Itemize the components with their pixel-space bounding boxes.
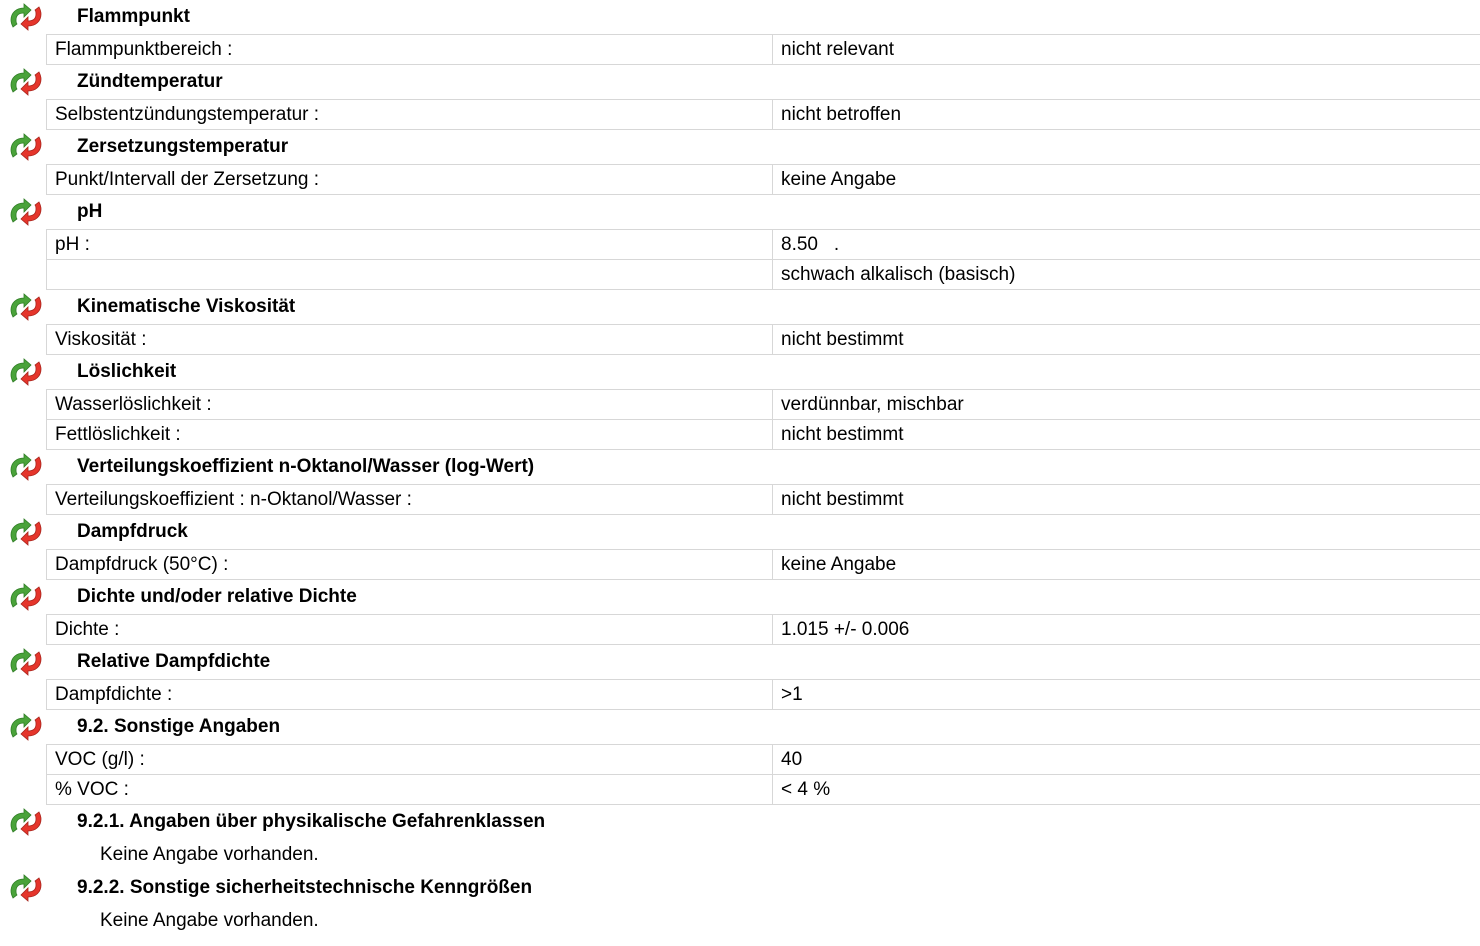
green-red-circular-arrows-icon — [7, 198, 45, 226]
property-table — [46, 549, 1480, 580]
section-header-loeslichkeit — [0, 355, 1480, 389]
property-label: VOC (g/l) : — [46, 745, 773, 774]
green-red-circular-arrows-icon — [7, 293, 45, 321]
property-table — [46, 679, 1480, 710]
property-value: >1 — [781, 684, 803, 705]
table-row — [46, 260, 1480, 290]
table-row — [46, 325, 1480, 355]
property-value: schwach alkalisch (basisch) — [781, 264, 1016, 285]
property-value: nicht bestimmt — [781, 329, 904, 350]
property-table — [46, 484, 1480, 515]
table-row — [46, 615, 1480, 645]
property-label: % VOC : — [46, 775, 773, 804]
property-value: verdünnbar, mischbar — [781, 394, 964, 415]
property-value: nicht betroffen — [781, 104, 902, 125]
section-title: Dichte und/oder relative Dichte — [77, 586, 357, 607]
section-header-kinematische-viskositaet — [0, 290, 1480, 324]
green-red-circular-arrows-icon — [7, 133, 45, 161]
green-red-circular-arrows-icon — [7, 583, 45, 611]
property-value: nicht bestimmt — [781, 489, 904, 510]
table-row — [46, 165, 1480, 195]
property-table — [46, 34, 1480, 65]
property-label: Dichte : — [46, 615, 773, 644]
green-red-circular-arrows-icon — [7, 713, 45, 741]
section-title: Dampfdruck — [77, 521, 188, 542]
property-label: Flammpunktbereich : — [46, 35, 773, 64]
section-header-dichte-und-oder-relative-dichte — [0, 580, 1480, 614]
green-red-circular-arrows-icon — [7, 518, 45, 546]
property-table — [46, 614, 1480, 645]
section-header-relative-dampfdichte — [0, 645, 1480, 679]
property-table — [46, 99, 1480, 130]
green-red-circular-arrows-icon — [7, 68, 45, 96]
section-title: Löslichkeit — [77, 361, 177, 382]
property-label: Selbstentzündungstemperatur : — [46, 100, 773, 129]
green-red-circular-arrows-icon — [7, 453, 45, 481]
section-title: Relative Dampfdichte — [77, 651, 271, 672]
section-title: 9.2.1. Angaben über physikalische Gefahrenklassen — [77, 811, 546, 832]
table-row — [46, 420, 1480, 450]
property-label: Verteilungskoeffizient : n-Oktanol/Wasser : — [46, 485, 773, 514]
section-note: Keine Angabe vorhanden. — [100, 844, 319, 865]
section-header-zersetzungstemperatur — [0, 130, 1480, 164]
table-row — [46, 390, 1480, 420]
property-label: Wasserlöslichkeit : — [46, 390, 773, 419]
green-red-circular-arrows-icon — [7, 648, 45, 676]
property-value: keine Angabe — [781, 554, 897, 575]
property-value: nicht relevant — [781, 39, 895, 60]
property-table — [46, 744, 1480, 805]
section-title: Zündtemperatur — [77, 71, 223, 92]
table-row — [46, 550, 1480, 580]
section-header-verteilungskoeffizient-n-oktanol-wasser-log-wert — [0, 450, 1480, 484]
section-header-zuendtemperatur — [0, 65, 1480, 99]
section-title: 9.2.2. Sonstige sicherheitstechnische Kenngrößen — [77, 877, 533, 898]
section-title: Verteilungskoeffizient n-Oktanol/Wasser (log-Wert) — [77, 456, 535, 477]
table-row — [46, 485, 1480, 515]
green-red-circular-arrows-icon — [7, 358, 45, 386]
table-row — [46, 745, 1480, 775]
green-red-circular-arrows-icon — [7, 874, 45, 902]
property-table — [46, 164, 1480, 195]
section-note: Keine Angabe vorhanden. — [100, 910, 319, 931]
section-header-flammpunkt — [0, 0, 1480, 34]
property-label: Dampfdruck (50°C) : — [46, 550, 773, 579]
property-value: 1.015 +/- 0.006 — [781, 619, 910, 640]
green-red-circular-arrows-icon — [7, 3, 45, 31]
table-row — [46, 230, 1480, 260]
property-label: Fettlöslichkeit : — [46, 420, 773, 449]
property-table — [46, 389, 1480, 450]
property-value: < 4 % — [781, 779, 831, 800]
property-value: keine Angabe — [781, 169, 897, 190]
section-header-9-2-2-sonstige-sicherheitstechnische-kenngroessen — [0, 871, 1480, 905]
section-header-9-2-1-angaben-ueber-physikalische-gefahrenklassen — [0, 805, 1480, 839]
property-table — [46, 229, 1480, 290]
table-row — [46, 680, 1480, 710]
section-title: Zersetzungstemperatur — [77, 136, 289, 157]
property-label: Viskosität : — [46, 325, 773, 354]
table-row — [46, 100, 1480, 130]
property-label — [46, 260, 773, 289]
property-label: pH : — [46, 230, 773, 259]
property-value: nicht bestimmt — [781, 424, 904, 445]
property-label: Dampfdichte : — [46, 680, 773, 709]
table-row — [46, 775, 1480, 805]
table-row — [46, 35, 1480, 65]
section-header-ph — [0, 195, 1480, 229]
section-title: Flammpunkt — [77, 6, 190, 27]
property-table — [46, 324, 1480, 355]
section-title: pH — [77, 201, 103, 222]
section-header-9-2-sonstige-angaben — [0, 710, 1480, 744]
section-title: 9.2. Sonstige Angaben — [77, 716, 281, 737]
property-value: 8.50 . — [781, 234, 840, 255]
section-title: Kinematische Viskosität — [77, 296, 296, 317]
property-label: Punkt/Intervall der Zersetzung : — [46, 165, 773, 194]
green-red-circular-arrows-icon — [7, 808, 45, 836]
property-value: 40 — [781, 749, 803, 770]
section-header-dampfdruck — [0, 515, 1480, 549]
